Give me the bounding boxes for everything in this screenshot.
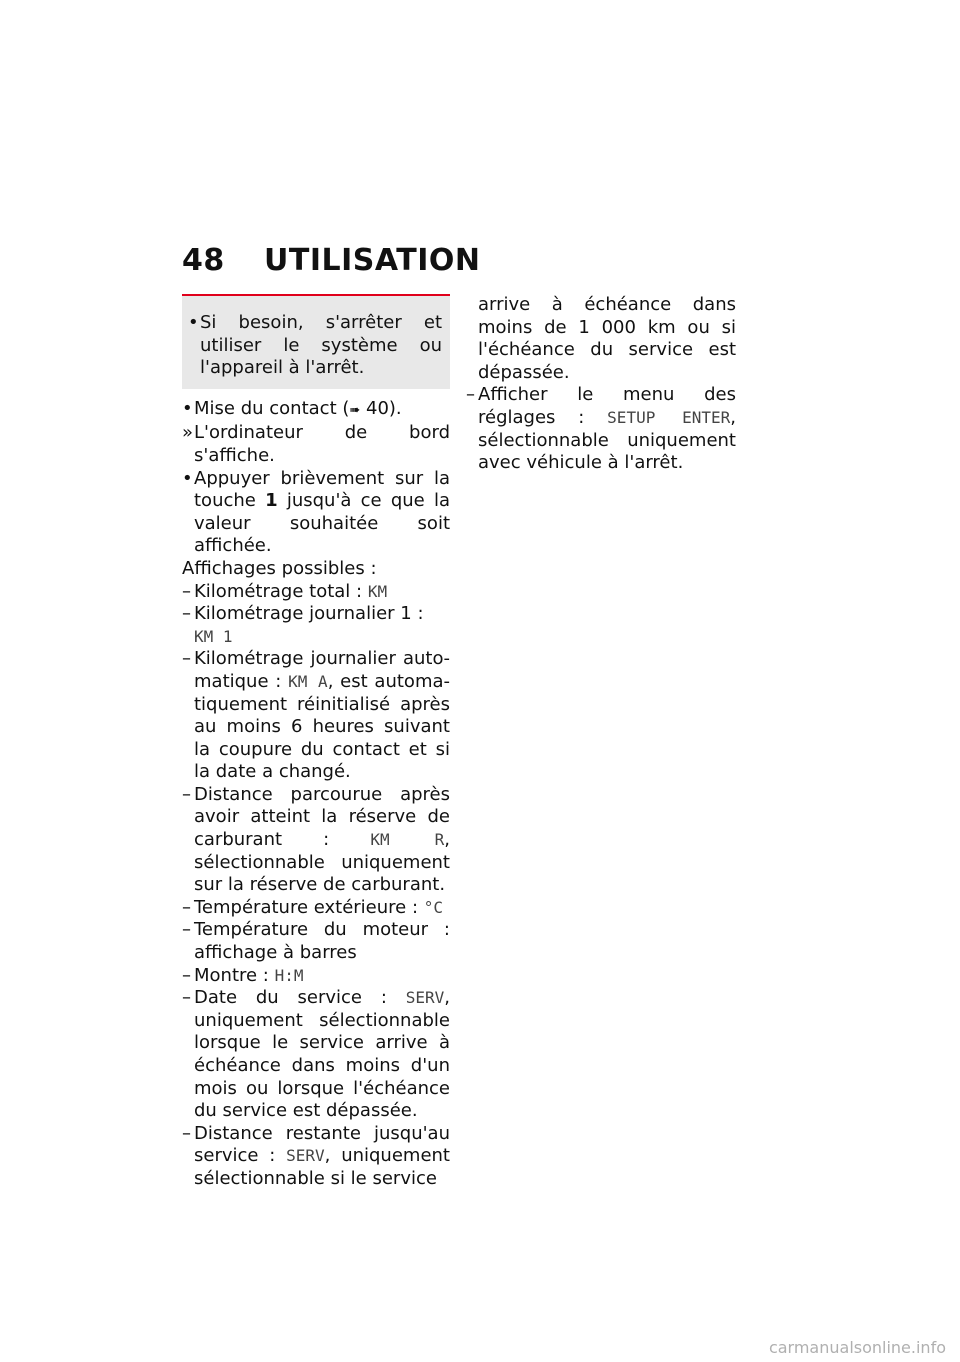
list-item-text: Date du service : — [194, 987, 406, 1009]
list-item — [182, 1123, 450, 1191]
page-title: UTILISATION — [264, 242, 481, 278]
list-dash: – — [182, 580, 191, 602]
page-header — [182, 236, 481, 284]
list-item-text-end: , sélectionnable uniquement avec véhicule à l'arrêt. — [478, 406, 736, 474]
note-bullet: • — [188, 312, 199, 333]
step-ignition — [182, 398, 450, 423]
list-item — [182, 581, 450, 604]
list-item — [182, 965, 450, 988]
button-key-label: 1 — [265, 490, 278, 512]
list-dash: – — [182, 987, 191, 1009]
list-dash: – — [182, 919, 191, 941]
display-code: SERV — [405, 988, 445, 1008]
list-item — [182, 784, 450, 897]
list-dash: – — [466, 384, 475, 406]
watermark-text: carmanualsonline.info — [768, 1338, 946, 1357]
display-code: KM — [367, 581, 388, 601]
list-item-text-end: , uniquement sélectionnable lorsque le service arrive à échéance dans moins d'un mois ou lorsque l'échéance du service est dépassée. — [194, 987, 450, 1122]
result-marker: » — [182, 422, 194, 444]
display-code: SETUP ENTER — [607, 407, 731, 427]
list-dash: – — [182, 1122, 191, 1144]
step-text-end: 40). — [360, 397, 402, 419]
list-item — [182, 897, 450, 920]
display-code: KM R — [370, 830, 445, 850]
step-press-button — [182, 468, 450, 558]
list-item-text: Distance restante jusqu'au service : — [194, 1122, 450, 1167]
list-item-text: Température extérieure : — [194, 896, 424, 918]
display-code: °C — [423, 897, 444, 917]
safety-note — [182, 294, 450, 389]
result-text: L'ordinateur de bord s'affiche. — [194, 422, 450, 466]
display-code: SERV — [286, 1146, 325, 1166]
list-item-text-end: , uniquement sélectionnable si le service — [194, 1145, 450, 1189]
list-dash: – — [182, 783, 191, 805]
right-column — [466, 294, 736, 475]
display-code: KM 1 — [194, 626, 233, 646]
list-dash: – — [182, 896, 191, 918]
note-text: Si besoin, s'arrêter et utiliser le système ou l'appareil à l'arrêt. — [200, 312, 442, 379]
section-heading: Affichages possibles : — [182, 557, 377, 579]
list-dash: – — [182, 964, 191, 986]
list-item-text: arrive à échéance dans moins de 1 000 km ou si l'échéance du service est dépassée. — [478, 294, 736, 383]
page-reference-arrow-icon: ➠ — [349, 402, 361, 418]
list-item-text: Distance parcourue après avoir atteint la réserve de carburant : — [194, 783, 450, 851]
list-dash: – — [182, 648, 191, 670]
step-bullet: • — [182, 397, 193, 419]
list-item-text-end: , est automatiquement réinitialisé après au moins 6 heures suivant la coupure du contact et si la date a changé. — [194, 670, 451, 783]
result-onboard-computer — [182, 422, 450, 467]
list-item-text: Kilométrage journalier 1 : — [194, 603, 424, 625]
left-column — [182, 294, 450, 1191]
list-dash: – — [182, 603, 191, 625]
list-item-text: Température du moteur : affichage à barres — [194, 919, 450, 964]
list-item — [182, 648, 450, 784]
list-item — [182, 603, 450, 648]
display-code: KM A — [288, 671, 328, 691]
list-item-text: Kilométrage journalier automatique : — [194, 648, 450, 692]
list-item — [182, 919, 450, 964]
step-text: Mise du contact ( — [194, 397, 350, 419]
step-bullet: • — [182, 467, 193, 489]
list-item — [182, 987, 450, 1123]
list-item-continuation — [466, 294, 736, 384]
step-text: Appuyer brièvement sur la touche — [194, 467, 450, 512]
list-item-text: Montre : — [194, 964, 275, 986]
list-item-text: Kilométrage total : — [194, 580, 368, 602]
list-item-text-end: , sélectionnable uniquement sur la réserve de carburant. — [194, 829, 450, 896]
list-item-text: Afficher le menu des réglages : — [478, 384, 736, 428]
list-item — [466, 384, 736, 474]
page-number: 48 — [182, 242, 225, 278]
step-text-end: jusqu'à ce que la valeur souhaitée soit affichée. — [194, 490, 450, 557]
display-code: H:M — [274, 965, 304, 985]
